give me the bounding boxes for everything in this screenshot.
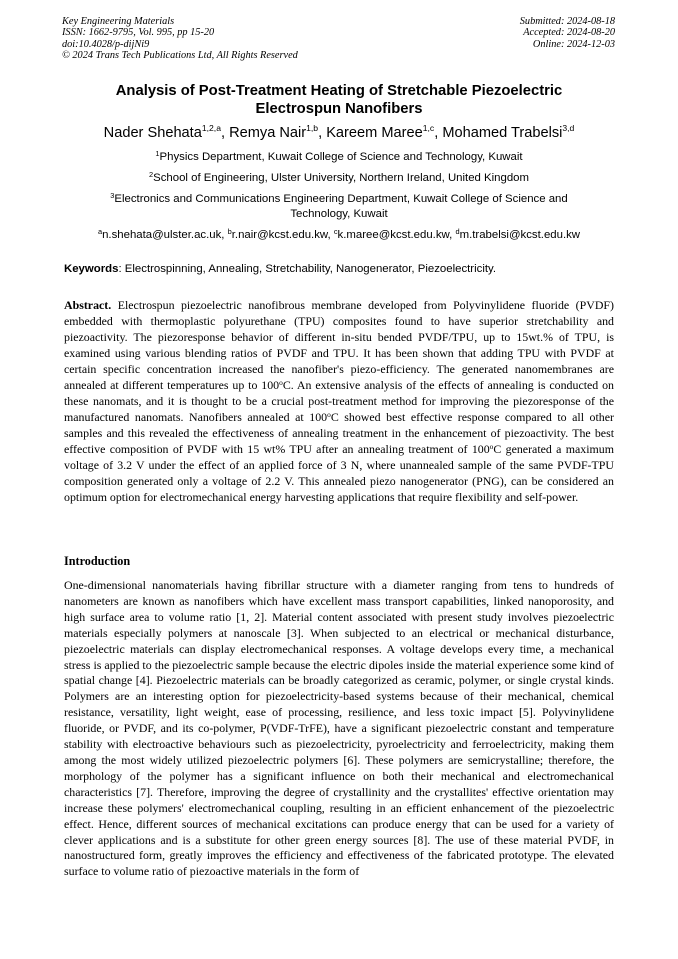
introduction-heading: Introduction xyxy=(64,554,131,568)
introduction-paragraph: One-dimensional nanomaterials having fibrillar structure with a diameter ranging from tens to hundreds of nanometers are known as nanofibers which have excellent mass transport capabilities, linked nanoporosity, and high surface area to volume ratio [1, 2]. Material content associated with present study involves piezoelectric materials especially polymers at nanoscale [3]. When subjected to an electrical or mechanical disturbance, piezoelectric materials can display electromechanical responses. A voltage develops every time, a mechanical stress is applied to the piezoelectric sample because the electric dipoles inside the material experience some kind of spatial change [4]. Piezoelectric materials can be broadly categorized as ceramic, polymer, or single crystal kinds. Polymers are an interesting option for piezoelectricity-based systems because of their mechanical, chemical resistance, versatility, light weight, ease of processing, resilience, and less toxic impact [5]. Polyvinylidene fluoride, or PVDF, and its co-polymer, P(VDF-TrFE), have a significant piezoelectric constant and temperature stability with electroactive behaviours such as piezoelectricity, pyroelectricity and ferroelectricity, making them among the most widely utilized piezoelectric polymers [6]. These polymers are semicrystalline; therefore, the morphology of the polymer has a significant influence on both their mechanical and electromechanical characteristics [7]. Therefore, improving the degree of crystallinity and the crystallites' effective orientation may increase these polymers' electromechanical coupling, resulting in an efficient enhancement of the piezoelectric effect. Hence, different sources of mechanical excitations can produce energy that can be used for a variety of clever applications and is a substitute for other green energy sources [8]. The use of these material PVDF, in nanostructured form, greatly improves the efficiency and effectiveness of the fabricated prototype. The elevated surface to volume ratio of piezoactive materials in the form of xyxy=(64,578,614,879)
issn-line: ISSN: 1662-9795, Vol. 995, pp 15-20 xyxy=(62,27,215,39)
submitted-date: Submitted: 2024-08-18 xyxy=(519,16,615,27)
email-c[interactable]: $^c$k.maree@kcst.edu.kw, xyxy=(333,227,456,241)
author-sup: 1,b xyxy=(306,123,319,133)
email-b[interactable]: $^b$r.nair@kcst.edu.kw, xyxy=(227,227,334,241)
author-sup: 1,c xyxy=(422,123,435,133)
title-line-1: Analysis of Post-Treatment Heating of Stretchable Piezoelectric xyxy=(115,83,563,99)
keywords-label: Keywords xyxy=(64,263,119,275)
author-1: Nader Shehata$^{1,2,a}$, xyxy=(103,123,230,141)
keywords-line xyxy=(64,262,616,277)
author-2: Remya Nair$^{1,b}$, xyxy=(229,123,327,141)
paper-title xyxy=(60,82,618,118)
affiliation-2: $^2$School of Engineering, Ulster University, Northern Ireland, United Kingdom xyxy=(149,170,529,184)
accepted-date: Accepted: 2024-08-20 xyxy=(523,27,615,39)
abstract-paragraph: Abstract. Electrospun piezoelectric nanofibrous membrane developed from Polyvinylidene fluoride (PVDF) embedded with thermoplastic polyurethane (TPU) composites found to have superior stretchability and piezoactivity. The piezoresponse behavior of different in-situ bended PVDF/TPU, up to 15wt.% of TPU, is examined using various blending ratios of PVDF and TPU. It has been shown that adding TPU with PVDF at certain specific concentration increased the nanofiber's piezo-efficiency. The generated nanomembranes are annealed at different temperatures up to 100$^o$C. An extensive analysis of the effects of annealing is conducted on these nanomats, and it is thought to be a crucial post-treatment method for improving the piezoresponse of the manufactured nanomats. Nanofibers annealed at 100$^o$C showed best effective response compared to all other samples and this revealed the effectiveness of annealing treatment in the enhancement of piezoactivity. The best effective composition of PVDF with 15 wt% TPU after an annealing treatment of 100$^o$C generated a maximum voltage of 3.2 V under the effect of an applied force of 3 N, where unannealed sample of the same PVDF-TPU composition generated only a voltage of 2.2 V. This annealed piezo nanogenerator (PNG), can be considered an optimum option for electromechanical energy harvesting applications that require flexibility and self-power. xyxy=(64,298,614,504)
author-4: Mohamed Trabelsi$^{3,d}$ xyxy=(442,123,575,141)
affiliation-1: $^1$Physics Department, Kuwait College of Science and Technology, Kuwait xyxy=(155,149,523,163)
email-a[interactable]: $^a$n.shehata@ulster.ac.uk, xyxy=(97,227,228,241)
journal-header xyxy=(62,16,298,61)
author-sup: 3,d xyxy=(562,123,575,133)
journal-name: Key Engineering Materials xyxy=(62,16,175,27)
author-3: Kareem Maree$^{1,c}$, xyxy=(326,123,443,141)
abstract-label: Abstract. xyxy=(64,298,112,312)
dates-header xyxy=(520,16,615,50)
copyright-line: © 2024 Trans Tech Publications Ltd, All Rights Reserved xyxy=(62,49,298,61)
author-sup: 1,2,a xyxy=(201,123,221,133)
affiliation-3: $^3$Electronics and Communications Engineering Department, Kuwait College of Science and Technology, Kuwait xyxy=(110,191,568,220)
online-date: Online: 2024-12-03 xyxy=(532,38,615,50)
email-d[interactable]: $^d$m.trabelsi@kcst.edu.kw xyxy=(455,227,581,241)
title-line-2: Electrospun Nanofibers xyxy=(255,101,423,117)
doi-line[interactable]: doi:10.4028/p-dijNi9 xyxy=(62,38,150,50)
author-list xyxy=(40,124,638,142)
email-list xyxy=(40,228,638,243)
keywords-text: : Electrospinning, Annealing, Stretchability, Nanogenerator, Piezoelectricity. xyxy=(118,263,497,275)
